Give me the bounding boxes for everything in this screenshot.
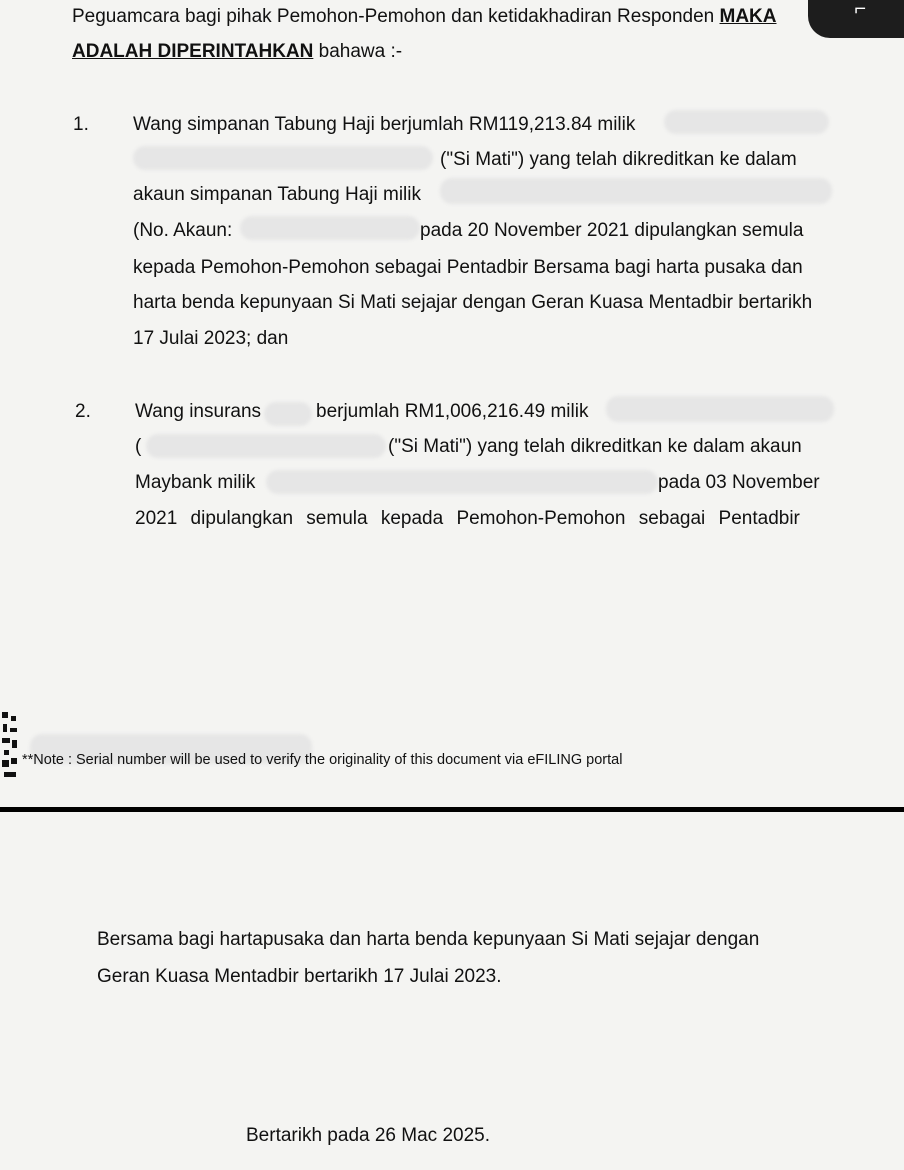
item1-line-2: ("Si Mati") yang telah dikreditkan ke dalam xyxy=(440,149,797,170)
header-line-2: ADALAH DIPERINTAHKAN bahawa :- xyxy=(72,41,403,62)
item1-line-5: kepada Pemohon-Pemohon sebagai Pentadbir Bersama bagi harta pusaka dan xyxy=(133,257,803,278)
redaction xyxy=(606,396,834,422)
item2-line-4: 2021 dipulangkan semula kepada Pemohon-Pemohon sebagai Pentadbir xyxy=(135,508,800,529)
item2-line-3b: pada 03 November xyxy=(658,472,820,493)
item2-line-2a: ( xyxy=(135,436,142,457)
dated-line: Bertarikh pada 26 Mac 2025. xyxy=(246,1125,490,1146)
item2-line-1b: berjumlah RM1,006,216.49 milik xyxy=(316,401,589,422)
item1-line-3: akaun simpanan Tabung Haji milik xyxy=(133,184,421,205)
maka-keyword: MAKA xyxy=(719,6,777,27)
item1-line-4a: (No. Akaun: xyxy=(133,220,233,241)
page-divider xyxy=(0,807,904,812)
item2-line-3a: Maybank milik xyxy=(135,472,256,493)
redaction xyxy=(240,216,420,240)
item2-number: 2. xyxy=(75,401,91,422)
overlay-corner xyxy=(808,0,904,38)
redaction xyxy=(440,178,832,204)
page2-line-2: Geran Kuasa Mentadbir bertarikh 17 Julai 2023. xyxy=(97,966,502,987)
qr-code-icon xyxy=(0,710,20,782)
item2-line-1a: Wang insurans xyxy=(135,401,262,422)
redaction xyxy=(664,110,829,134)
item1-number: 1. xyxy=(73,114,89,135)
redaction xyxy=(146,434,386,458)
item1-line-4b: pada 20 November 2021 dipulangkan semula xyxy=(420,220,804,241)
redaction xyxy=(264,402,312,426)
order-keyword: ADALAH DIPERINTAHKAN xyxy=(72,41,314,62)
redaction xyxy=(266,470,658,494)
item1-line-7: 17 Julai 2023; dan xyxy=(133,328,289,349)
overlay-glyph: ⌐ xyxy=(854,0,866,20)
redaction xyxy=(133,146,433,170)
efiling-note: **Note : Serial number will be used to verify the originality of this document via eFILING portal xyxy=(22,752,623,768)
page2-line-1: Bersama bagi hartapusaka dan harta benda kepunyaan Si Mati sejajar dengan xyxy=(97,929,760,950)
item1-line-1: Wang simpanan Tabung Haji berjumlah RM119,213.84 milik xyxy=(133,114,636,135)
item1-line-6: harta benda kepunyaan Si Mati sejajar dengan Geran Kuasa Mentadbir bertarikh xyxy=(133,292,813,313)
header-line-1: Peguamcara bagi pihak Pemohon-Pemohon dan ketidakhadiran Responden MAKA xyxy=(72,6,777,27)
item2-line-2b: ("Si Mati") yang telah dikreditkan ke dalam akaun xyxy=(388,436,802,457)
